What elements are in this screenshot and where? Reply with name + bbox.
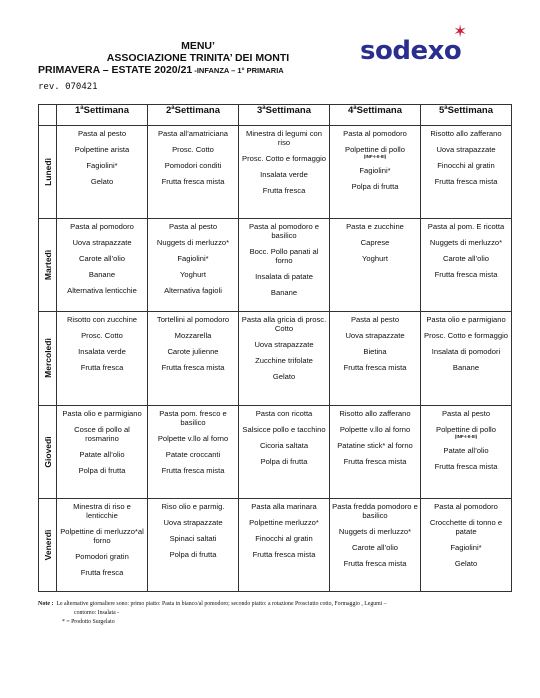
dish-item [241,518,327,527]
week-label: Settimana [174,105,221,117]
week-header-2 [148,105,239,126]
dish-item [332,222,418,231]
dish-item [59,286,145,295]
sodexo-logo [356,22,476,72]
dish-item [423,254,509,263]
sodexo-logo-text: sodexo [360,36,462,66]
dish-name: Frutta fresca mista [434,461,498,471]
dish-name: Zucchine trifolate [255,356,313,366]
menu-cell [239,405,330,498]
dish-item [150,434,236,443]
dish-item [423,315,509,324]
dish-item [59,177,145,186]
dish-name: Polpettine merluzzo* [249,517,319,527]
dish-name: Alternativa fagioli [164,286,222,296]
dish-item [59,568,145,577]
dish-item [241,154,327,163]
dish-name: Pasta al pesto [168,222,218,232]
dish-name: Frutta fresca [80,363,124,373]
dish-item [423,559,509,568]
week-label: Settimana [83,105,130,117]
dish-name: Polpette v.llo al forno [339,424,411,434]
dish-name: Pasta all’amatriciana [157,129,229,138]
dish-name: Minestra di riso e lenticchie [73,501,131,520]
dish-name: Carote all’olio [351,542,398,552]
corner-cell [39,105,57,126]
notes-line-3: * = Prodotto Surgelato [62,619,115,625]
dish-name: Fagiolini* [86,161,118,170]
dish-name: Frutta fresca [80,567,124,577]
menu-cell [421,405,512,498]
association-name: ASSOCIAZIONE TRINITA’ DEI MONTI [106,52,290,64]
dish-name: Salsicce pollo e tacchino [242,424,326,434]
dish-item [150,331,236,340]
star-icon: ✶ [453,22,468,41]
dish-name: Fagiolini* [359,166,391,175]
menu-title: MENU’ [181,40,215,52]
dish-item [59,222,145,231]
dish-name: Frutta fresca mista [343,456,407,466]
dish-item [241,186,327,195]
dish-note: (INF-I-II-III) [454,433,478,439]
dish-name: Banane [88,270,116,280]
dish-item [423,222,509,231]
dish-name: Carote julienne [167,347,219,357]
dish-name: Pasta alla gricia di prosc. Cotto [241,315,327,334]
dish-item [332,182,418,191]
day-row [39,126,512,219]
dish-item [423,270,509,279]
week-header-1 [57,105,148,126]
dish-item [150,254,236,263]
dish-item [150,129,236,138]
dish-name: Banane [270,288,298,298]
season-line [38,64,358,77]
menu-cell [330,498,421,591]
dish-item [150,286,236,295]
notes-label: Note : [38,601,54,607]
dish-item [59,161,145,170]
menu-cell [239,219,330,312]
menu-cell [57,498,148,591]
day-label: Martedì [42,250,53,281]
dish-item [241,340,327,349]
dish-name: Frutta fresca mista [161,363,225,373]
dish-name: Frutta fresca mista [343,558,407,568]
menu-cell [148,498,239,591]
dish-item [59,254,145,263]
menu-cell [330,405,421,498]
dish-name: Patate croccanti [165,449,221,459]
season-label: PRIMAVERA – ESTATE 2020/21 [38,64,193,76]
dish-name: Pasta al pom. E ricotta [427,222,505,232]
dish-item [332,543,418,552]
menu-cell [57,126,148,219]
dish-item [150,145,236,154]
dish-item [423,145,509,154]
dish-item [332,347,418,356]
dish-item [150,466,236,475]
dish-item [59,238,145,247]
dish-item [59,466,145,475]
dish-name: Gelato [454,558,478,568]
dish-name: Frutta fresca [262,186,306,195]
dish-item [59,145,145,154]
dish-item [241,425,327,434]
day-row [39,312,512,405]
dish-item [332,409,418,418]
dish-item [423,446,509,455]
dish-item [423,177,509,186]
dish-item [59,270,145,279]
dish-name: Pasta e zucchine [346,222,404,232]
dish-name: Pasta al pomodoro [343,129,407,138]
dish-name: Risotto allo zafferano [339,408,411,418]
menu-table [38,104,512,592]
dish-item [423,129,509,138]
dish-item [59,425,145,443]
dish-item [332,238,418,247]
dish-name: Pasta al pesto [350,315,400,325]
day-cell [39,219,57,312]
menu-title-block [38,40,358,77]
dish-name: Bietina [363,347,387,357]
dish-name: Risotto allo zafferano [430,129,502,138]
dish-name: Yoghurt [362,254,388,264]
dish-item [332,129,418,138]
dish-item [150,177,236,186]
menu-cell [421,219,512,312]
dish-name: Uova strapazzate [254,340,314,350]
dish-name: Insalata verde [78,347,126,357]
day-cell [39,126,57,219]
week-ordinal: a [262,105,266,111]
day-cell [39,498,57,591]
notes-line-2: contorno: Insalata - [74,610,120,616]
day-cell [39,312,57,405]
dish-item [241,272,327,281]
dish-name: Polpettine di pollo [345,145,405,154]
dish-item [59,363,145,372]
dish-item [150,315,236,324]
dish-item [150,534,236,543]
week-label: Settimana [447,105,494,117]
dish-name: Polpette v.llo al forno [157,433,229,443]
menu-cell [148,405,239,498]
dish-item [241,170,327,179]
menu-cell [330,312,421,405]
dish-name: Pasta al pesto [77,129,127,138]
dish-note: (INF-I-II-III) [363,154,387,159]
dish-item [59,502,145,520]
dish-name: Patatine stick* al forno [337,440,413,450]
dish-item [59,409,145,418]
dish-item [332,315,418,324]
dish-item [241,409,327,418]
menu-cell [421,126,512,219]
week-number: 4 [347,105,354,117]
dish-item [423,409,509,418]
day-cell [39,405,57,498]
dish-item [332,441,418,450]
week-number: 3 [256,105,263,117]
dish-item [332,254,418,263]
notes-line-1 [38,600,508,609]
dish-name: Polpa di frutta [351,182,399,191]
revision-label: rev. 070421 [38,82,98,92]
dish-name: Frutta fresca mista [343,363,407,373]
week-header-3 [239,105,330,126]
dish-name: Pasta al pomodoro [434,501,498,511]
dish-name: Polpettine arista [74,145,130,154]
dish-item [241,288,327,297]
dish-item [59,331,145,340]
menu-cell [239,126,330,219]
dish-name: Pasta fredda pomodoro e basilico [332,501,418,520]
dish-name: Bocc. Pollo panati al forno [249,247,319,266]
dish-name: Carote all’olio [442,254,489,264]
dish-name: Tortellini al pomodoro [156,315,230,325]
dish-name: Pasta al pomodoro e basilico [248,222,320,241]
dish-item [423,238,509,247]
week-ordinal: a [444,105,448,111]
week-header-5 [421,105,512,126]
week-ordinal: a [80,105,84,111]
dish-item [423,543,509,552]
dish-item [423,331,509,340]
dish-name: Insalata di pomodori [431,347,501,357]
dish-name: Polpettine di merluzzo*al forno [60,526,144,545]
dish-name: Fagiolini* [450,542,482,552]
dish-item [332,331,418,340]
menu-cell [421,498,512,591]
dish-name: Polpettine di pollo [436,424,496,434]
week-number: 5 [438,105,445,117]
dish-name: Gelato [90,177,114,186]
dish-item [332,527,418,536]
dish-name: Risotto con zucchine [66,315,138,325]
dish-item [59,315,145,324]
menu-cell [330,219,421,312]
dish-item [150,409,236,427]
dish-item [332,363,418,372]
dish-name: Pomodori conditi [164,161,222,170]
dish-name: Pasta al pomodoro [70,222,134,232]
dish-name: Patate all’olio [443,445,489,455]
dish-name: Carote all’olio [78,254,125,264]
dish-item [59,129,145,138]
dish-name: Nuggets di merluzzo* [429,238,503,248]
dish-item [241,129,327,147]
dish-item [241,247,327,265]
dish-item [150,450,236,459]
dish-name: Frutta fresca mista [434,270,498,280]
dish-item [150,347,236,356]
dish-name: Uova strapazzate [72,238,132,248]
dish-item [332,457,418,466]
dish-name: Cicoria saltata [259,440,309,450]
dish-name: Uova strapazzate [345,331,405,341]
week-label: Settimana [356,105,403,117]
dish-name: Prosc. Cotto e formaggio [424,331,508,341]
menu-cell [148,126,239,219]
dish-name: Patate all’olio [79,449,125,459]
dish-name: Polpa di frutta [260,456,308,466]
notes-section [38,600,508,627]
dish-item [241,372,327,381]
notes-alternatives: Le alternative giornaliere sono: primo piatto: Pasta in bianco/al pomodoro; secondo piatto: a rotazione Prosciutto cotto, Formaggio , Legumi – [56,601,387,607]
dish-item [423,462,509,471]
dish-item [59,347,145,356]
day-row [39,498,512,591]
dish-item [59,450,145,459]
dish-name: Pasta pom. fresco e basilico [159,408,227,427]
dish-name: Pasta olio e parmigiano [426,315,506,325]
dish-item [59,527,145,545]
day-label: Lunedì [42,158,53,187]
dish-name: Gelato [272,372,296,382]
dish-item [241,356,327,365]
dish-name: Polpa di frutta [78,465,126,475]
dish-item [423,518,509,536]
dish-item [150,161,236,170]
menu-cell [148,312,239,405]
menu-body [39,126,512,592]
dish-item [423,425,509,439]
dish-name: Finocchi al gratin [437,161,495,170]
day-label: Venerdì [42,529,53,561]
dish-item [150,502,236,511]
dish-item [332,425,418,434]
dish-item [241,457,327,466]
dish-name: Fagiolini* [177,254,209,264]
menu-cell [239,312,330,405]
dish-name: Pasta alla marinara [251,501,317,511]
menu-cell [148,219,239,312]
dish-name: Prosc. Cotto [81,331,123,341]
dish-name: Cosce di pollo al rosmarino [74,424,130,443]
dish-item [150,550,236,559]
dish-name: Crocchette di tonno e patate [429,517,503,536]
dish-item [150,363,236,372]
dish-item [332,559,418,568]
dish-name: Uova strapazzate [436,145,496,154]
dish-name: Insalata verde [260,170,308,179]
dish-item [423,161,509,170]
dish-item [332,145,418,159]
day-row [39,219,512,312]
dish-item [423,502,509,511]
dish-name: Caprese [360,238,390,248]
week-label: Settimana [265,105,312,117]
dish-item [332,166,418,175]
day-label: Giovedì [42,436,53,468]
school-level-label: -INFANZA – 1° PRIMARIA [192,66,284,75]
dish-name: Banane [452,363,480,373]
dish-name: Polpa di frutta [169,549,217,559]
dish-name: Pomodori gratin [75,551,129,561]
dish-item [241,534,327,543]
dish-item [150,222,236,231]
menu-cell [57,405,148,498]
dish-item [241,315,327,333]
dish-item [423,363,509,372]
dish-name: Minestra di legumi con riso [246,129,322,147]
dish-name: Insalata di patate [255,272,313,282]
dish-name: Alternativa lenticchie [67,286,137,296]
dish-name: Frutta fresca mista [161,465,225,475]
dish-name: Pasta al pesto [441,408,491,418]
dish-name: Mozzarella [174,331,212,341]
day-label: Mercoledì [42,338,53,379]
dish-item [332,502,418,520]
dish-name: Pasta olio e parmigiano [62,408,142,418]
menu-cell [239,498,330,591]
dish-item [241,441,327,450]
dish-name: Yoghurt [180,270,206,280]
menu-cell [57,312,148,405]
week-header-4 [330,105,421,126]
dish-item [150,518,236,527]
menu-cell [330,126,421,219]
week-ordinal: a [171,105,175,111]
week-header-row [39,105,512,126]
dish-name: Finocchi al gratin [255,533,313,543]
dish-item [150,238,236,247]
week-ordinal: a [353,105,357,111]
week-number: 1 [74,105,81,117]
dish-name: Frutta fresca mista [252,549,316,559]
dish-item [241,222,327,240]
dish-name: Nuggets di merluzzo* [156,238,230,248]
menu-cell [421,312,512,405]
dish-name: Spinaci saltati [169,533,217,543]
dish-item [59,552,145,561]
dish-name: Prosc. Cotto e formaggio [242,154,326,163]
menu-cell [57,219,148,312]
dish-item [241,502,327,511]
dish-name: Frutta fresca mista [161,177,225,186]
dish-name: Riso olio e parmig. [161,501,225,511]
dish-name: Nuggets di merluzzo* [338,526,412,536]
day-row [39,405,512,498]
week-number: 2 [165,105,172,117]
dish-item [423,347,509,356]
dish-name: Frutta fresca mista [434,177,498,186]
dish-name: Pasta con ricotta [255,408,313,418]
dish-item [150,270,236,279]
dish-name: Prosc. Cotto [172,145,214,154]
dish-name: Uova strapazzate [163,517,223,527]
dish-item [241,550,327,559]
